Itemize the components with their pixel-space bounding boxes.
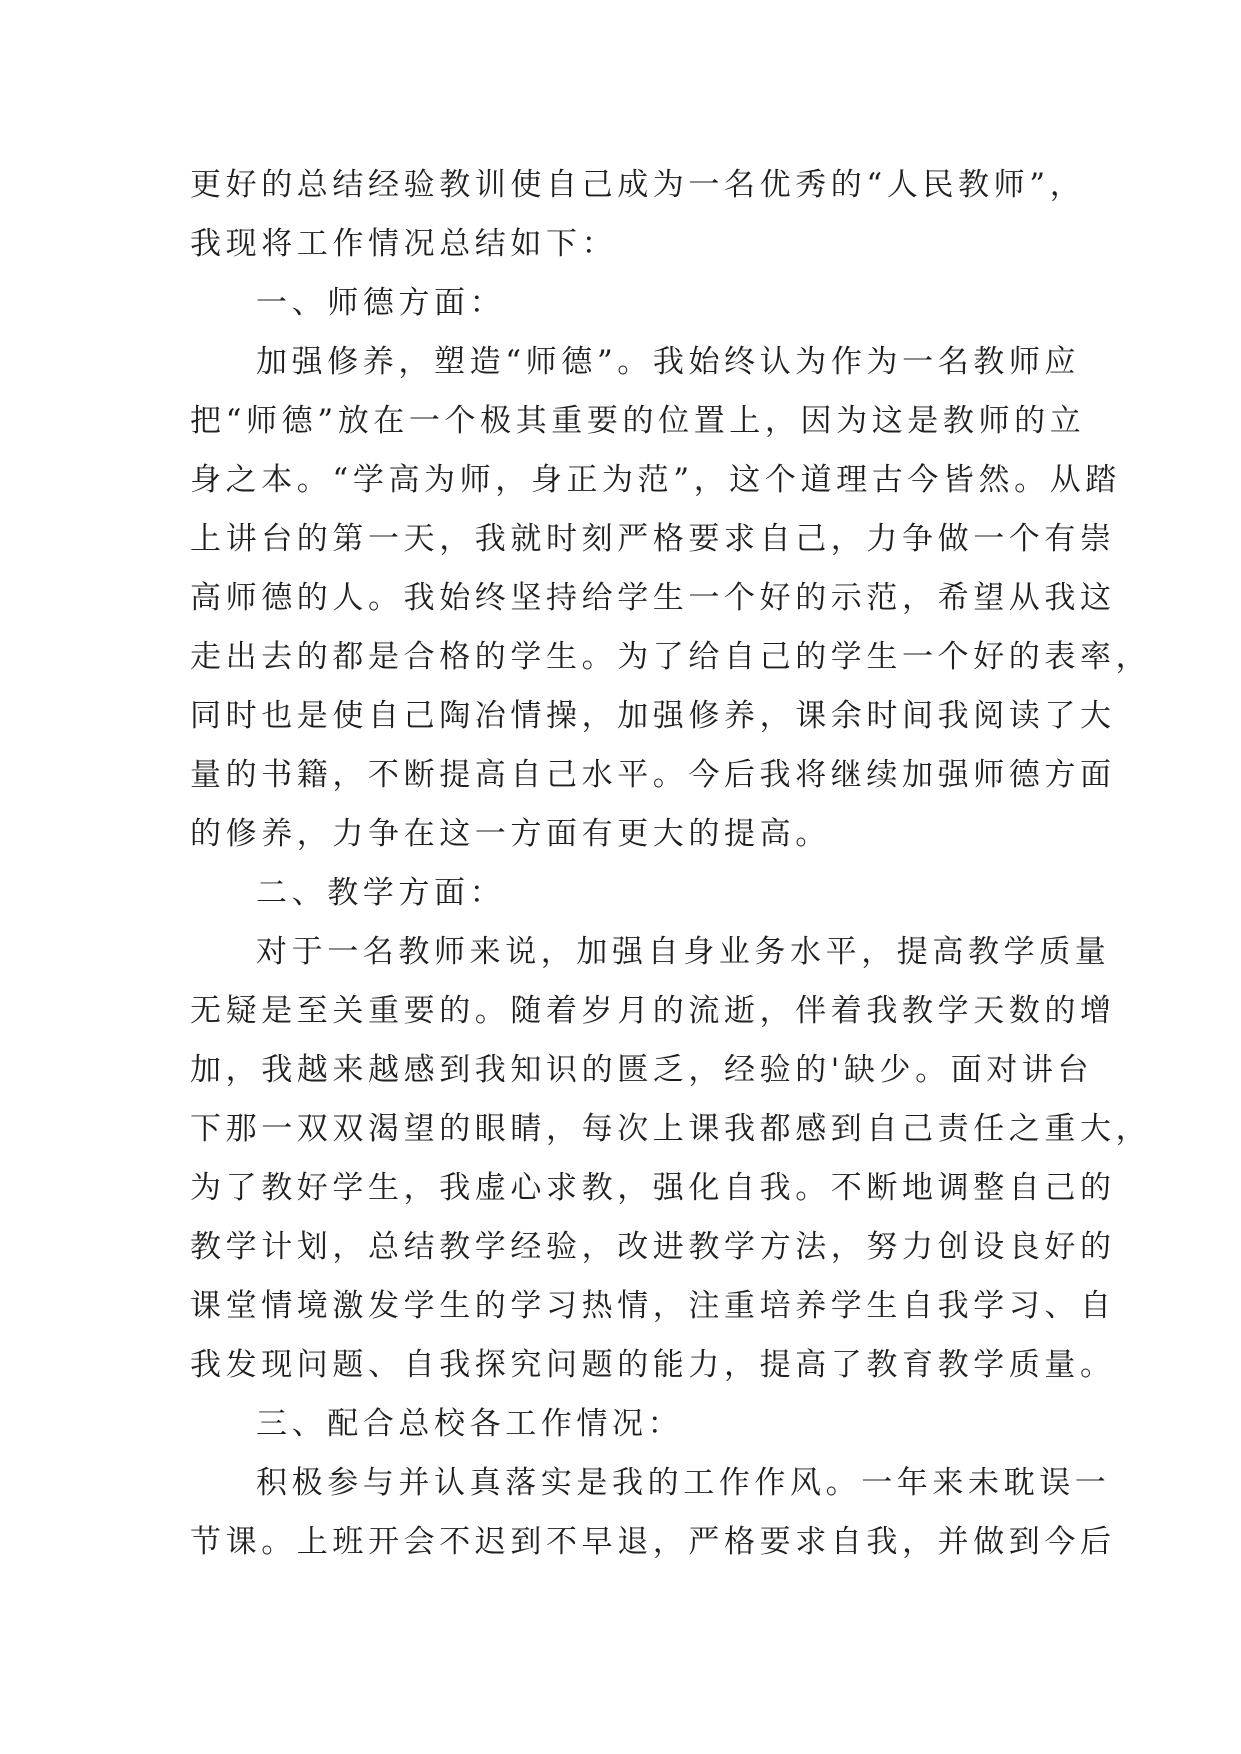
text-line-15: 无疑是至关重要的。随着岁月的流逝，伴着我教学天数的增 — [190, 993, 1116, 1029]
document-body — [190, 156, 1152, 1572]
text-line-1: 更好的总结经验教训使自己成为一名优秀的“人民教师”， — [190, 167, 1086, 203]
text-line-5: 把“师德”放在一个极其重要的位置上，因为这是教师的立 — [190, 403, 1086, 439]
text-line-24: 节课。上班开会不迟到不早退，严格要求自我，并做到今后 — [190, 1524, 1116, 1560]
text-line-12: 的修养，力争在这一方面有更大的提高。 — [190, 816, 831, 852]
section-heading-ethics: 一、师德方面： — [256, 285, 506, 321]
section-heading-cooperation: 三、配合总校各工作情况： — [256, 1406, 684, 1442]
text-line-14: 对于一名教师来说，加强自身业务水平，提高教学质量 — [256, 934, 1111, 970]
text-line-19: 教学计划，总结教学经验，改进教学方法，努力创设良好的 — [190, 1229, 1116, 1265]
text-line-2: 我现将工作情况总结如下： — [190, 226, 618, 262]
text-line-8: 高师德的人。我始终坚持给学生一个好的示范，希望从我这 — [190, 580, 1116, 616]
text-line-10: 同时也是使自己陶冶情操，加强修养，课余时间我阅读了大 — [190, 698, 1116, 734]
text-line-4: 加强修养，塑造“师德”。我始终认为作为一名教师应 — [256, 344, 1081, 380]
section-heading-teaching: 二、教学方面： — [256, 875, 506, 911]
text-line-6: 身之本。“学高为师，身正为范”，这个道理古今皆然。从踏 — [190, 462, 1121, 498]
text-line-18: 为了教好学生，我虚心求教，强化自我。不断地调整自己的 — [190, 1170, 1116, 1206]
text-line-9: 走出去的都是合格的学生。为了给自己的学生一个好的表率， — [190, 639, 1152, 675]
text-line-20: 课堂情境激发学生的学习热情，注重培养学生自我学习、自 — [190, 1288, 1116, 1324]
text-line-7: 上讲台的第一天，我就时刻严格要求自己，力争做一个有崇 — [190, 521, 1116, 557]
text-line-17: 下那一双双渴望的眼睛，每次上课我都感到自己责任之重大， — [190, 1111, 1152, 1147]
text-line-11: 量的书籍，不断提高自己水平。今后我将继续加强师德方面 — [190, 757, 1116, 793]
text-line-21: 我发现问题、自我探究问题的能力，提高了教育教学质量。 — [190, 1347, 1116, 1383]
text-line-23: 积极参与并认真落实是我的工作作风。一年来未耽误一 — [256, 1465, 1111, 1501]
text-line-16: 加，我越来越感到我知识的匮乏，经验的'缺少。面对讲台 — [190, 1052, 1094, 1088]
